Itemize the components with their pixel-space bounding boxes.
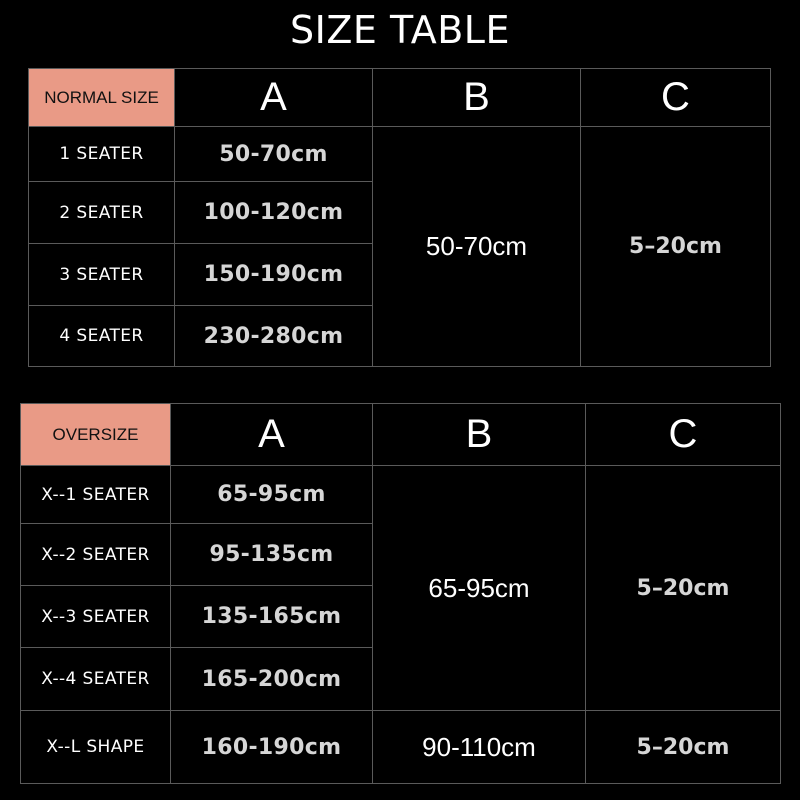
table-row [21,466,781,524]
b-value-l-shape: 90-110cm [373,711,586,784]
a-value: 160-190cm [171,711,373,784]
a-value: 65-95cm [171,466,373,524]
column-a-header: A [175,69,373,127]
a-value: 230-280cm [175,306,373,367]
a-value: 95-135cm [171,524,373,586]
row-label: 2 SEATER [29,182,175,244]
row-label: X--3 SEATER [21,586,171,648]
oversize-header: OVERSIZE [21,404,171,466]
normal-size-table [28,68,771,367]
row-label: X--4 SEATER [21,648,171,711]
c-value: 5–20cm [586,466,781,711]
c-value-l-shape: 5–20cm [586,711,781,784]
a-value: 165-200cm [171,648,373,711]
column-b-header: B [373,69,581,127]
c-value: 5–20cm [581,127,771,367]
b-value: 50-70cm [373,127,581,367]
page-title: SIZE TABLE [290,8,510,52]
a-value: 150-190cm [175,244,373,306]
a-value: 135-165cm [171,586,373,648]
oversize-table [20,403,781,784]
normal-size-header: NORMAL SIZE [29,69,175,127]
row-label: X--1 SEATER [21,466,171,524]
a-value: 50-70cm [175,127,373,182]
row-label: 1 SEATER [29,127,175,182]
table-row [21,711,781,784]
row-label: 3 SEATER [29,244,175,306]
column-c-header: C [581,69,771,127]
table-row [29,127,771,182]
row-label: X--L SHAPE [21,711,171,784]
b-value: 65-95cm [373,466,586,711]
row-label: X--2 SEATER [21,524,171,586]
column-c-header: C [586,404,781,466]
column-b-header: B [373,404,586,466]
column-a-header: A [171,404,373,466]
row-label: 4 SEATER [29,306,175,367]
a-value: 100-120cm [175,182,373,244]
